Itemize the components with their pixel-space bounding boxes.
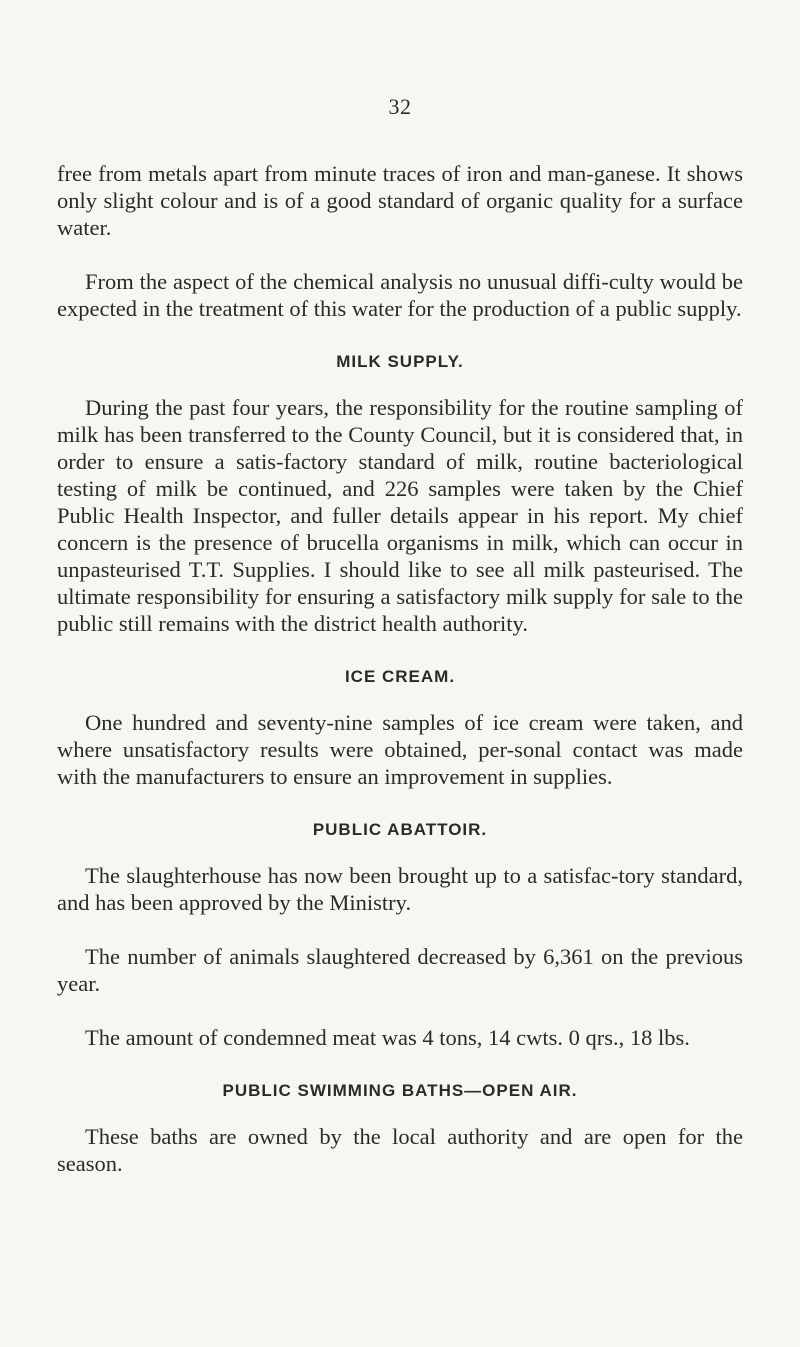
ice-cream-heading: ICE CREAM. <box>344 667 456 686</box>
public-abattoir-heading: PUBLIC ABATTOIR. <box>312 820 488 839</box>
milk-supply-paragraph: During the past four years, the responsibility for the routine sampling of milk has been transferred to the County Council, but it is considered that, in order to ensure a satis-factory standard of milk, routine bacteriological testing of milk be continued, and 226 samples were taken by the Chief Public Health Inspector, and fuller details appear in his report. My chief concern is the presence of brucella organisms in milk, which can occur in unpasteurised T.T. Supplies. I should like to see all milk pasteurised. The ultimate responsibility for ensuring a satisfactory milk supply for sale to the public still remains with the district health authority. <box>57 395 743 636</box>
abattoir-paragraph-3: The amount of condemned meat was 4 tons, 14 cwts. 0 qrs., 18 lbs. <box>85 1025 690 1050</box>
page-content <box>57 160 743 1177</box>
abattoir-paragraph-2: The number of animals slaughtered decreased by 6,361 on the previous year. <box>57 944 743 996</box>
milk-supply-heading: MILK SUPPLY. <box>336 352 464 371</box>
swimming-baths-heading: PUBLIC SWIMMING BATHS—OPEN AIR. <box>222 1081 578 1100</box>
ice-cream-paragraph: One hundred and seventy-nine samples of ice cream were taken, and where unsatisfactory results were obtained, per-sonal contact was made with the manufacturers to ensure an improvement in supplies. <box>57 710 743 789</box>
water-paragraph-1: free from metals apart from minute traces of iron and man-ganese. It shows only slight colour and is of a good standard of organic quality for a surface water. <box>57 161 743 240</box>
swimming-baths-paragraph: These baths are owned by the local authority and are open for the season. <box>57 1124 743 1176</box>
water-paragraph-2: From the aspect of the chemical analysis no unusual diffi-culty would be expected in the treatment of this water for the production of a public supply. <box>57 269 743 321</box>
abattoir-paragraph-1: The slaughterhouse has now been brought up to a satisfac-tory standard, and has been approved by the Ministry. <box>57 863 743 915</box>
page-number: 32 <box>388 94 412 119</box>
